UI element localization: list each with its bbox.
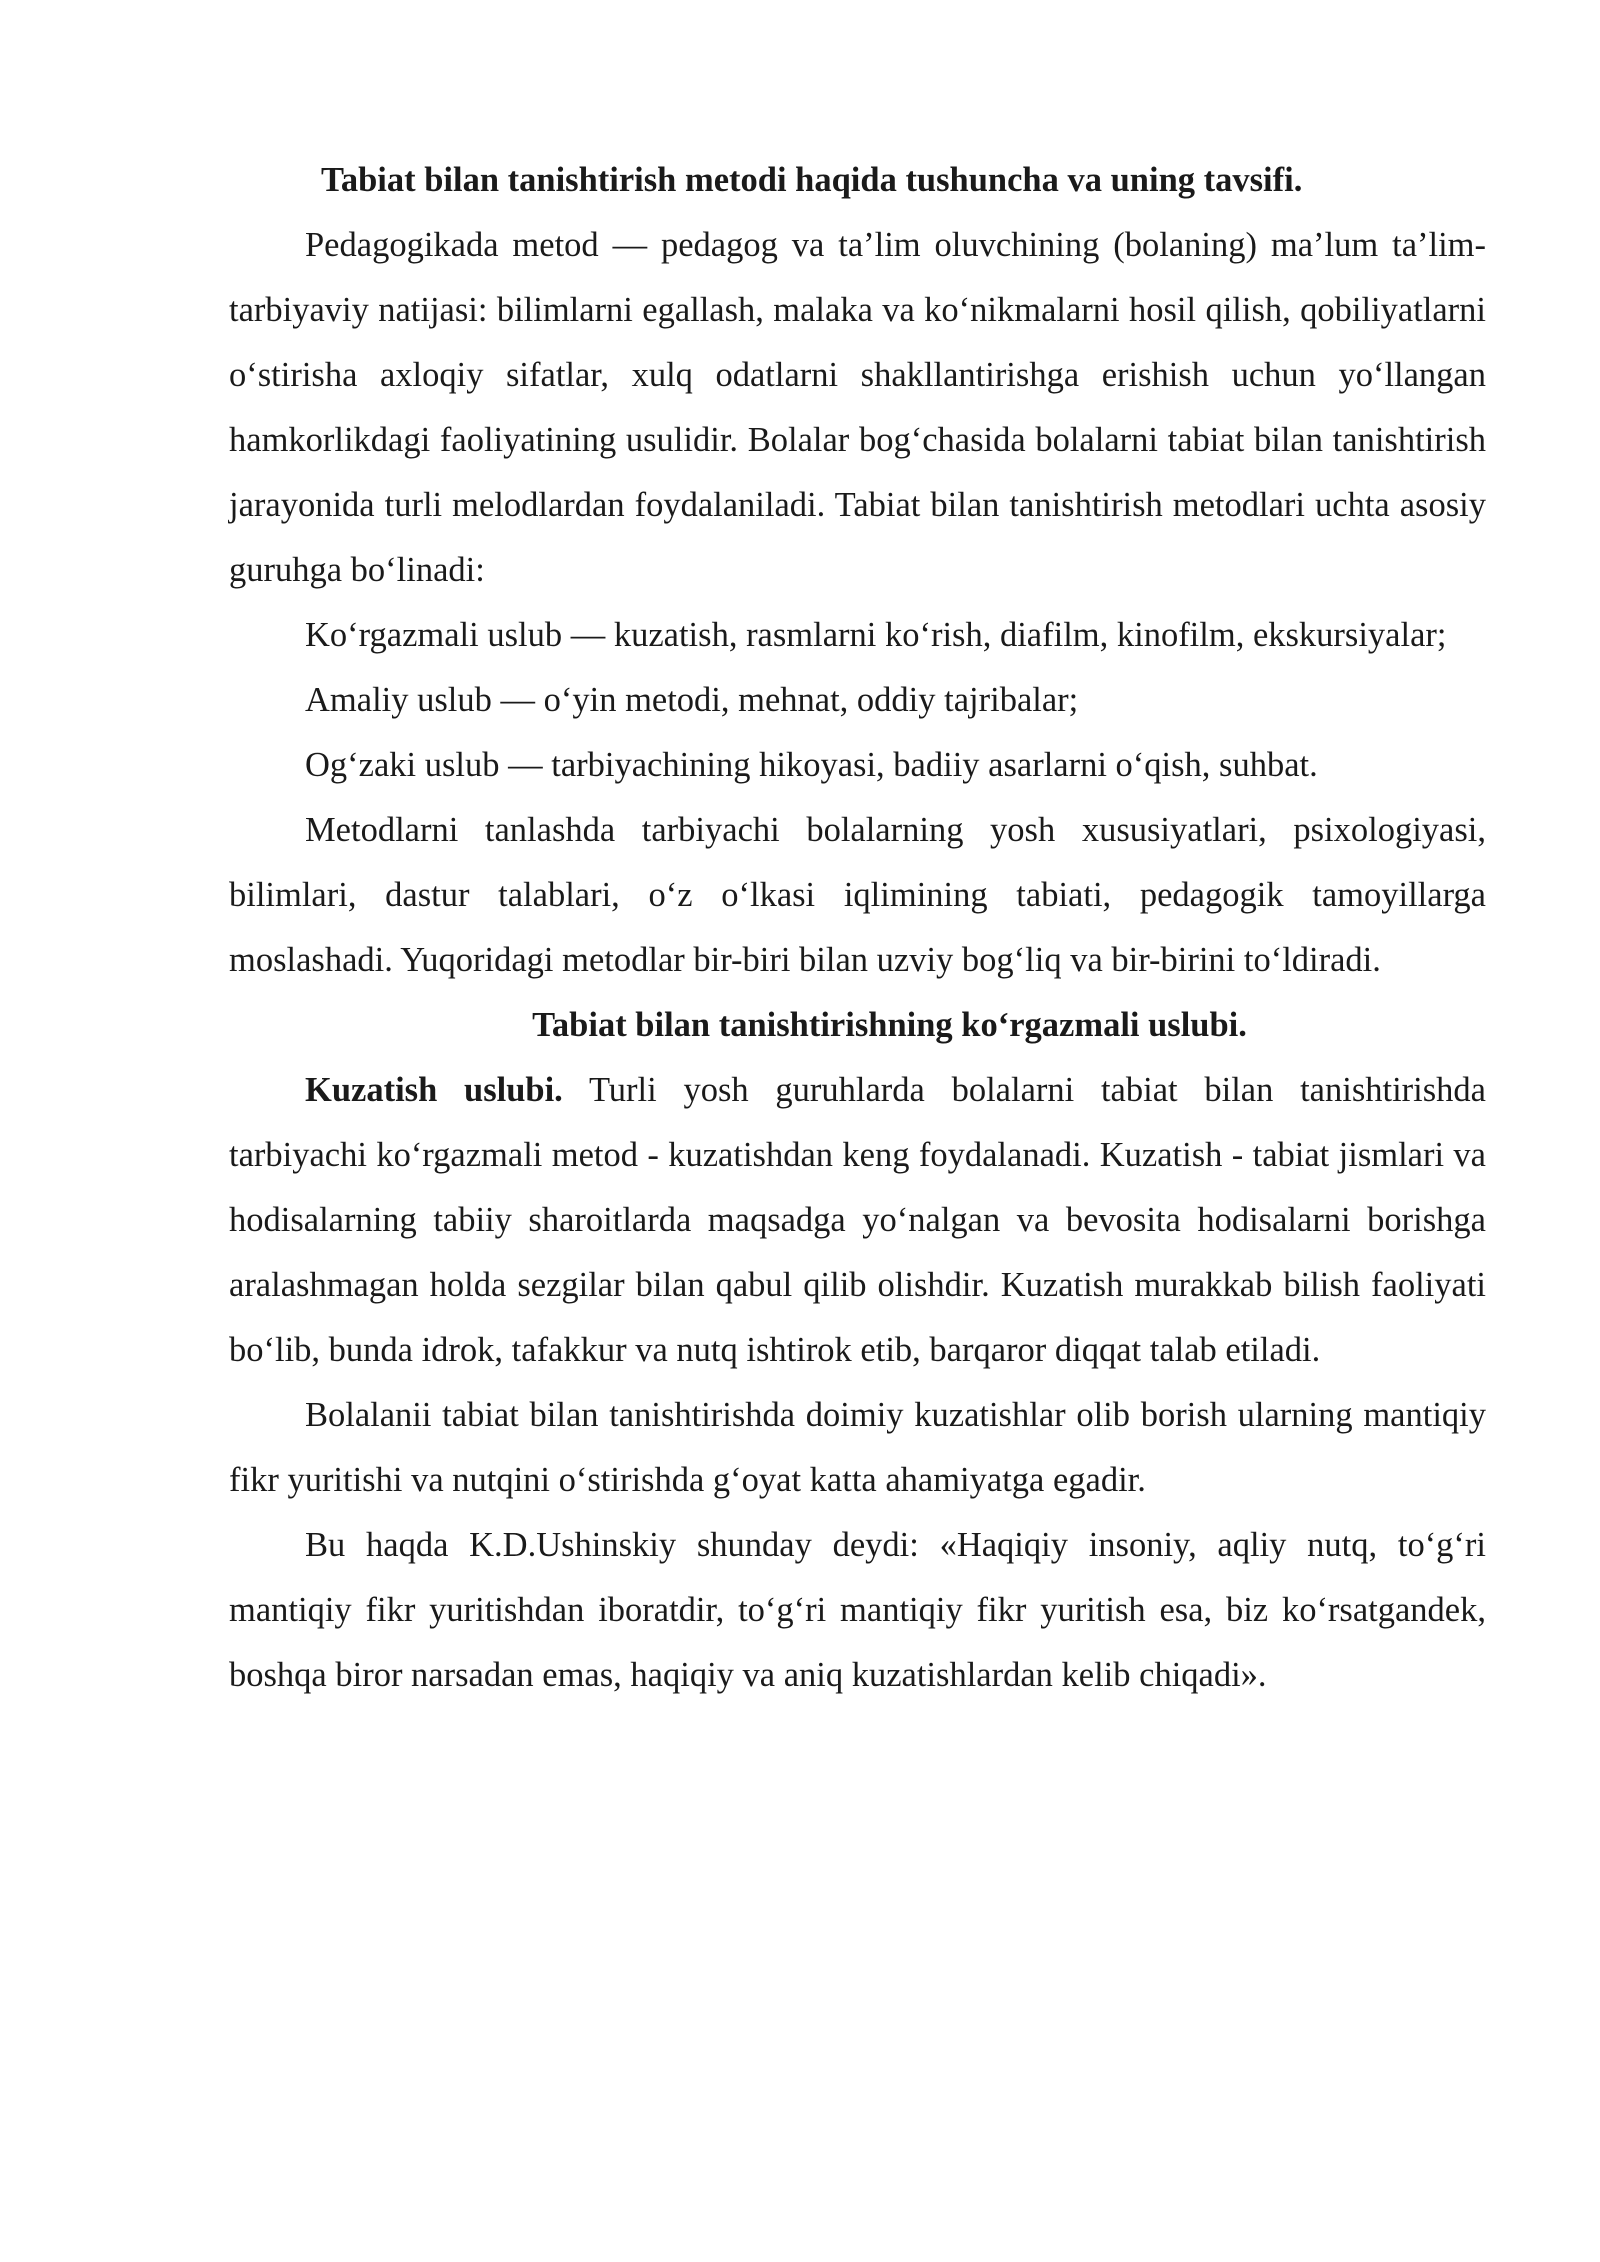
observation-method-text: Turli yosh guruhlarda bolalarni tabiat bilan tanishtirishda tarbiyachi ko‘rgazmali metod - kuzatishdan keng foydalanadi. Kuzatish - tabiat jismlari va hodisalarning tabiiy sharoitlarda maqsadga yo‘nalgan va bevosita hodisalarni borishga aralashmagan holda sezgilar bilan qabul qilib olishdir. Kuzatish murakkab bilish faoliyati bo‘lib, bunda idrok, tafakkur va nutq ishtirok etib, barqaror diqqat talab etiladi. (229, 1071, 1486, 1369)
list-item-visual-method: Ko‘rgazmali uslub — kuzatish, rasmlarni ko‘rish, diafilm, kinofilm, ekskursiyalar; (305, 616, 1447, 654)
list-item-practical-method: Amaliy uslub — o‘yin metodi, mehnat, oddiy tajribalar; (305, 681, 1079, 719)
document-title: Tabiat bilan tanishtirish metodi haqida tushuncha va uning tavsifi. (321, 161, 1303, 199)
paragraph-ushinskiy-quote: Bu haqda K.D.Ushinskiy shunday deydi: «Haqiqiy insoniy, aqliy nutq, to‘g‘ri mantiqiy fikr yuritishdan iboratdir, to‘g‘ri mantiqiy fikr yuritish esa, biz ko‘rsatgandek, boshqa biror narsadan emas, haqiqiy va aniq kuzatishlardan kelib chiqadi». (229, 1526, 1486, 1694)
paragraph-observation-importance: Bolalanii tabiat bilan tanishtirishda doimiy kuzatishlar olib borish ularning mantiqiy fikr yuritishi va nutqini o‘stirishda g‘oyat katta ahamiyatga egadir. (229, 1396, 1486, 1499)
paragraph-observation-method (229, 1058, 1486, 1383)
section-subtitle: Tabiat bilan tanishtirishning ko‘rgazmali uslubi. (532, 1006, 1247, 1044)
list-item-verbal-method: Og‘zaki uslub — tarbiyachining hikoyasi, badiiy asarlarni o‘qish, suhbat. (305, 746, 1318, 784)
paragraph-method-definition: Pedagogikada metod — pedagog va ta’lim oluvchining (bolaning) ma’lum ta’lim-tarbiyaviy natijasi: bilimlarni egallash, malaka va ko‘nikmalarni hosil qilish, qobiliyatlarni o‘stirisha axloqiy sifatlar, xulq odatlarni shakllantirishga erishish uchun yo‘llangan hamkorlikdagi faoliyatining usulidir. Bolalar bog‘chasida bolalarni tabiat bilan tanishtirish jarayonida turli melodlardan foydalaniladi. Tabiat bilan tanishtirish metodlari uchta asosiy guruhga bo‘linadi: (229, 226, 1486, 589)
observation-method-lead: Kuzatish uslubi. (305, 1071, 563, 1109)
paragraph-method-selection: Metodlarni tanlashda tarbiyachi bolalarning yosh xususiyatlari, psixologiyasi, bilimlari, dastur talablari, o‘z o‘lkasi iqlimining tabiati, pedagogik tamoyillarga moslashadi. Yuqoridagi metodlar bir-biri bilan uzviy bog‘liq va bir-birini to‘ldiradi. (229, 811, 1486, 979)
document-page (229, 148, 1486, 1708)
